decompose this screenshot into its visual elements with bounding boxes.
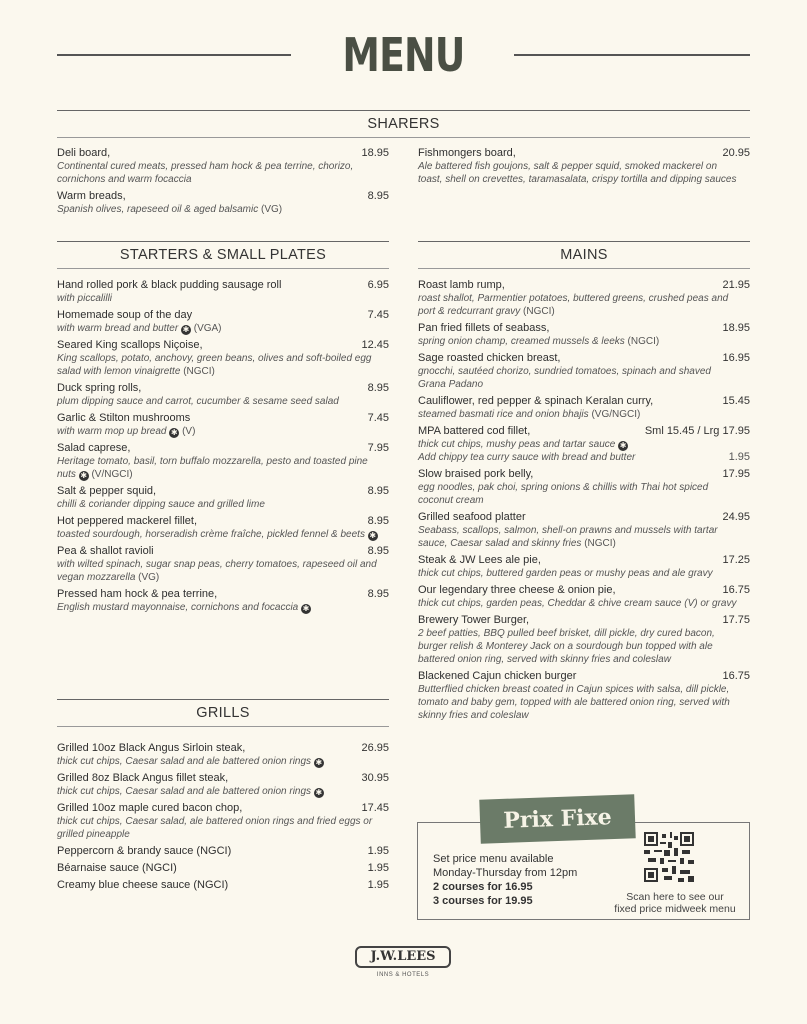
dietary-tag: (NGCI)	[523, 306, 555, 317]
item-description	[57, 425, 389, 438]
item-price: 17.75	[722, 614, 750, 626]
item-description-text: thick cut chips, garden peas, Cheddar & chive cream sauce (V) or gravy	[418, 598, 737, 609]
gluten-free-icon: ✱	[315, 788, 323, 797]
item-name: Grilled 10oz maple cured bacon chop,	[57, 802, 243, 814]
item-name: Grilled seafood platter	[418, 511, 526, 523]
divider	[57, 54, 291, 56]
sharers-right	[418, 147, 750, 190]
dietary-tag: (VGA)	[193, 323, 222, 334]
item-description	[418, 524, 750, 550]
item-description	[57, 558, 389, 584]
menu-item	[57, 862, 389, 875]
qr-caption-line: fixed price midweek menu	[614, 903, 736, 915]
item-description-text: thick cut chips, Caesar salad, ale battered onion rings and fried eggs or grilled pineapple	[57, 816, 373, 840]
starters-list	[57, 279, 389, 618]
item-name: Hand rolled pork & black pudding sausage roll	[57, 279, 282, 291]
menu-item	[418, 352, 750, 391]
menu-item	[418, 279, 750, 318]
item-description	[418, 365, 750, 391]
item-price: 16.75	[722, 670, 750, 682]
item-description-text: thick cut chips, Caesar salad and ale battered onion rings	[57, 786, 312, 797]
item-description-text: with wilted spinach, sugar snap peas, cherry tomatoes, rapeseed oil and vegan mozzarella	[57, 559, 377, 583]
menu-item	[418, 425, 750, 464]
dietary-tag: (NGCI)	[183, 366, 215, 377]
section-heading-sharers: SHARERS	[57, 110, 750, 138]
item-name: Cauliflower, red pepper & spinach Keralan curry,	[418, 395, 654, 407]
item-name: Our legendary three cheese & onion pie,	[418, 584, 616, 596]
menu-item	[57, 412, 389, 438]
item-description-text: Ale battered fish goujons, salt & pepper squid, smoked mackerel on toast, shell on crevettes, taramasalata, crispy tortilla and dipping sauces	[418, 161, 737, 185]
item-description	[57, 160, 389, 186]
item-description-text: steamed basmati rice and onion bhajis	[418, 409, 589, 420]
menu-item	[418, 511, 750, 550]
menu-item	[57, 879, 389, 892]
item-price: Sml 15.45 / Lrg 17.95	[644, 425, 750, 437]
divider	[514, 54, 750, 56]
menu-item	[418, 468, 750, 507]
mains-list	[418, 279, 750, 726]
item-description	[418, 567, 750, 580]
gluten-free-icon: ✱	[80, 471, 88, 480]
item-description-text: with piccalilli	[57, 293, 113, 304]
item-name: Homemade soup of the day	[57, 309, 193, 321]
item-description	[418, 481, 750, 507]
item-name: Salt & pepper squid,	[57, 485, 157, 497]
extra-price: 1.95	[728, 451, 750, 463]
gluten-free-icon: ✱	[170, 428, 178, 437]
item-price: 17.45	[361, 802, 389, 814]
item-name: Pan fried fillets of seabass,	[418, 322, 550, 334]
item-description	[418, 597, 750, 610]
prix-fixe-line: Set price menu available	[433, 853, 554, 865]
menu-item	[418, 554, 750, 580]
prix-fixe-info	[433, 852, 577, 908]
item-description	[418, 335, 750, 348]
menu-item	[57, 190, 389, 216]
item-description	[418, 292, 750, 318]
item-price: 8.95	[367, 382, 389, 394]
item-description	[57, 815, 389, 841]
dietary-tag: (V)	[182, 426, 196, 437]
section-heading-grills: GRILLS	[57, 699, 389, 727]
item-price: 7.45	[367, 309, 389, 321]
item-name: Fishmongers board,	[418, 147, 516, 159]
item-price: 1.95	[367, 862, 389, 874]
item-description-text: thick cut chips, buttered garden peas or mushy peas and ale gravy	[418, 568, 713, 579]
item-price: 8.95	[367, 545, 389, 557]
item-price: 8.95	[367, 515, 389, 527]
item-name: Duck spring rolls,	[57, 382, 142, 394]
item-description-text: with warm mop up bread	[57, 426, 167, 437]
item-description-text: roast shallot, Parmentier potatoes, buttered greens, crushed peas and port & redcurrant gravy	[418, 293, 729, 317]
item-description-text: Heritage tomato, basil, torn buffalo mozzarella, pesto and toasted pine nuts	[57, 456, 368, 480]
menu-item	[57, 845, 389, 858]
sharers-left	[57, 147, 389, 220]
gluten-free-icon: ✱	[369, 531, 377, 540]
section-heading-mains: MAINS	[418, 241, 750, 269]
menu-item	[57, 147, 389, 186]
menu-item	[57, 339, 389, 378]
menu-item	[57, 772, 389, 798]
item-price: 1.95	[367, 879, 389, 891]
grills-list	[57, 742, 389, 896]
prix-fixe-two-courses: 2 courses for 16.95	[433, 881, 533, 893]
item-description-text: with warm bread and butter	[57, 323, 179, 334]
item-description	[57, 455, 389, 481]
item-name: Sage roasted chicken breast,	[418, 352, 561, 364]
item-description-text: Seabass, scallops, salmon, shell-on prawns and mussels with tartar sauce, Caesar salad and skinny fries	[418, 525, 718, 549]
menu-item	[57, 279, 389, 305]
item-name: Peppercorn & brandy sauce (NGCI)	[57, 845, 232, 857]
item-description-text: plum dipping sauce and carrot, cucumber & sesame seed salad	[57, 396, 339, 407]
item-description-text: thick cut chips, mushy peas and tartar sauce	[418, 439, 616, 450]
item-name: Roast lamb rump,	[418, 279, 505, 291]
item-description	[418, 438, 750, 451]
gluten-free-icon: ✱	[182, 325, 190, 334]
item-description	[57, 203, 389, 216]
item-price: 15.45	[722, 395, 750, 407]
item-name: Salad caprese,	[57, 442, 131, 454]
menu-item	[57, 515, 389, 541]
item-description-text: gnocchi, sautéed chorizo, sundried tomatoes, spinach and shaved Grana Padano	[418, 366, 711, 390]
menu-item	[418, 147, 750, 186]
item-price: 18.95	[361, 147, 389, 159]
item-description	[418, 160, 750, 186]
item-name: Blackened Cajun chicken burger	[418, 670, 577, 682]
item-description-text: English mustard mayonnaise, cornichons and focaccia	[57, 602, 299, 613]
item-name: Béarnaise sauce (NGCI)	[57, 862, 177, 874]
jw-lees-logo: J.W.LEES	[355, 946, 451, 968]
item-description	[57, 322, 389, 335]
item-name: Brewery Tower Burger,	[418, 614, 530, 626]
menu-item	[418, 322, 750, 348]
item-description	[418, 627, 750, 666]
prix-fixe-badge: Prix Fixe	[479, 794, 635, 843]
menu-title: MENU	[342, 28, 465, 82]
gluten-free-icon: ✱	[302, 604, 310, 613]
menu-item	[418, 584, 750, 610]
item-description-text: chilli & coriander dipping sauce and grilled lime	[57, 499, 265, 510]
item-name: Pressed ham hock & pea terrine,	[57, 588, 218, 600]
item-description	[57, 395, 389, 408]
item-price: 6.95	[367, 279, 389, 291]
item-description	[57, 528, 389, 541]
gluten-free-icon: ✱	[619, 441, 627, 450]
item-price: 7.95	[367, 442, 389, 454]
section-heading-starters: STARTERS & SMALL PLATES	[57, 241, 389, 269]
item-description-text: Spanish olives, rapeseed oil & aged balsamic	[57, 204, 259, 215]
item-description-text: thick cut chips, Caesar salad and ale battered onion rings	[57, 756, 312, 767]
item-name: Slow braised pork belly,	[418, 468, 534, 480]
item-price: 20.95	[722, 147, 750, 159]
item-name: Deli board,	[57, 147, 111, 159]
item-name: Seared King scallops Niçoise,	[57, 339, 203, 351]
extra-text: Add chippy tea curry sauce with bread and butter	[418, 452, 636, 463]
qr-caption	[600, 891, 750, 915]
item-name: MPA battered cod fillet,	[418, 425, 531, 437]
menu-item	[57, 309, 389, 335]
item-description	[57, 352, 389, 378]
item-price: 8.95	[367, 485, 389, 497]
menu-item	[418, 614, 750, 666]
item-price: 24.95	[722, 511, 750, 523]
item-description-text: Butterflied chicken breast coated in Cajun spices with salsa, dill pickle, tomato and baby gem, topped with ale battered onion ring, served with skinny fries and coleslaw	[418, 684, 730, 721]
item-name: Grilled 8oz Black Angus fillet steak,	[57, 772, 229, 784]
dietary-tag: (NGCI)	[627, 336, 660, 347]
menu-item	[57, 802, 389, 841]
item-name: Hot peppered mackerel fillet,	[57, 515, 198, 527]
item-name: Grilled 10oz Black Angus Sirloin steak,	[57, 742, 246, 754]
item-name: Warm breads,	[57, 190, 126, 202]
dietary-tag: (VG)	[261, 204, 283, 215]
item-description	[57, 601, 389, 614]
item-description	[57, 292, 389, 305]
item-name: Pea & shallot ravioli	[57, 545, 154, 557]
menu-item	[57, 545, 389, 584]
item-price: 17.25	[722, 554, 750, 566]
item-description	[57, 785, 389, 798]
dietary-tag: (VG)	[138, 572, 160, 583]
menu-item	[57, 588, 389, 614]
item-price: 16.75	[722, 584, 750, 596]
item-description-text: spring onion champ, creamed mussels & leeks	[418, 336, 625, 347]
qr-code-icon[interactable]	[644, 832, 694, 882]
gluten-free-icon: ✱	[315, 758, 323, 767]
dietary-tag: (NGCI)	[584, 538, 616, 549]
item-price: 26.95	[361, 742, 389, 754]
item-price: 8.95	[367, 190, 389, 202]
prix-fixe-three-courses: 3 courses for 19.95	[433, 895, 533, 907]
item-price: 16.95	[722, 352, 750, 364]
prix-fixe-line: Monday-Thursday from 12pm	[433, 867, 578, 879]
item-description-text: King scallops, potato, anchovy, green beans, olives and soft-boiled egg salad with lemon vinaigrette	[57, 353, 372, 377]
item-price: 30.95	[361, 772, 389, 784]
item-name: Garlic & Stilton mushrooms	[57, 412, 191, 424]
item-price: 17.95	[722, 468, 750, 480]
dietary-tag: (VG/NGCI)	[591, 409, 641, 420]
item-description-text: egg noodles, pak choi, spring onions & chillis with Thai hot spiced coconut cream	[418, 482, 709, 506]
item-name: Creamy blue cheese sauce (NGCI)	[57, 879, 229, 891]
menu-item	[57, 742, 389, 768]
menu-item	[418, 395, 750, 421]
item-price: 7.45	[367, 412, 389, 424]
item-price: 1.95	[367, 845, 389, 857]
item-price: 18.95	[722, 322, 750, 334]
item-price: 8.95	[367, 588, 389, 600]
item-extra	[418, 451, 750, 464]
logo-subtitle: INNS & HOTELS	[376, 972, 430, 978]
item-name: Steak & JW Lees ale pie,	[418, 554, 541, 566]
item-description	[418, 408, 750, 421]
item-description-text: 2 beef patties, BBQ pulled beef brisket, dill pickle, dry cured bacon, burger relish & Monterey Jack on a sourdough bun topped with ale battered onion ring, served with skinny fries and coleslaw	[418, 628, 715, 665]
menu-item	[418, 670, 750, 722]
item-price: 12.45	[361, 339, 389, 351]
menu-item	[57, 382, 389, 408]
dietary-tag: (V/NGCI)	[91, 469, 133, 480]
item-price: 21.95	[722, 279, 750, 291]
item-description-text: Continental cured meats, pressed ham hock & pea terrine, chorizo, cornichons and warm focaccia	[57, 161, 354, 185]
qr-caption-line: Scan here to see our	[626, 891, 724, 903]
menu-item	[57, 442, 389, 481]
item-description	[418, 683, 750, 722]
item-description	[57, 755, 389, 768]
item-description	[57, 498, 389, 511]
item-description-text: toasted sourdough, horseradish crème fraîche, pickled fennel & beets	[57, 529, 365, 540]
menu-item	[57, 485, 389, 511]
